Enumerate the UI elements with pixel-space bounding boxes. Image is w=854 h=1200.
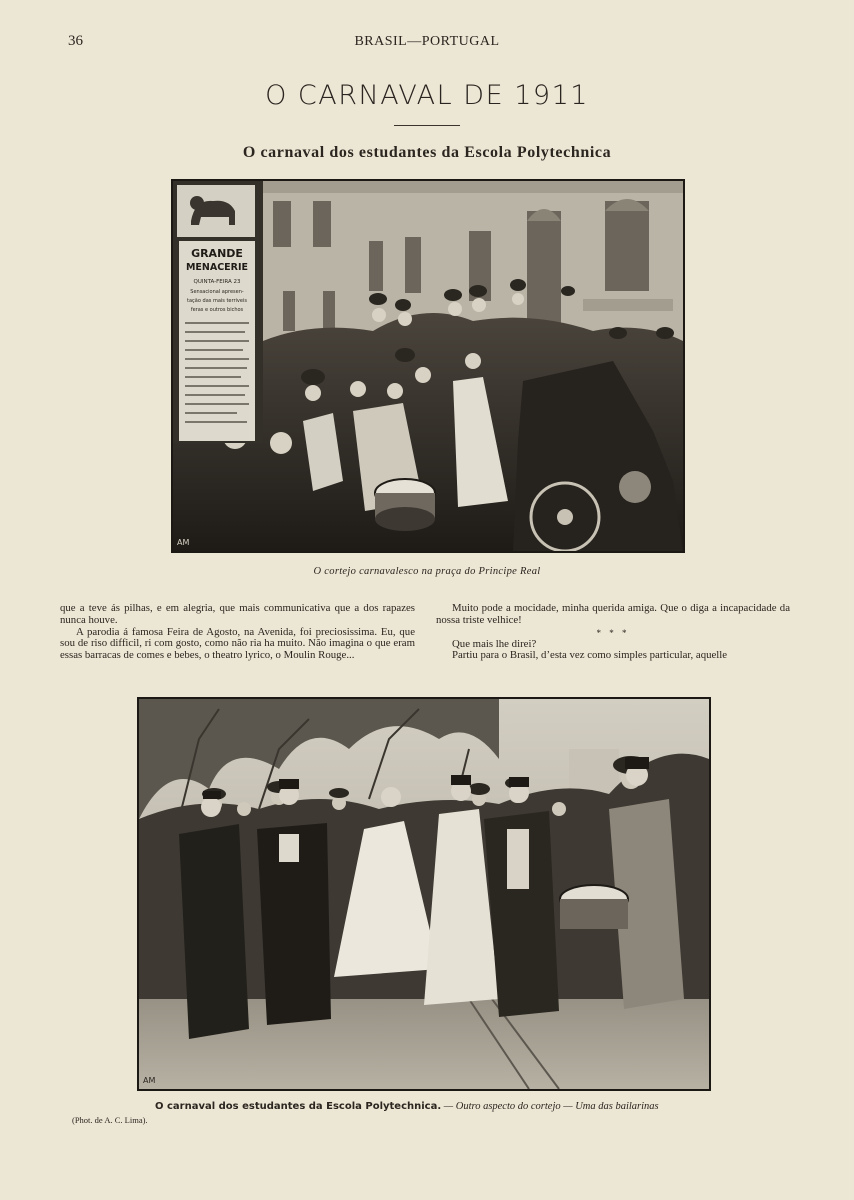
article-subtitle: O carnaval dos estudantes da Escola Polytechnica (242, 144, 612, 161)
poster-line-3: tação das mais terriveis (187, 298, 247, 304)
paragraph: Partiu para o Brasil, d’esta vez como simples particular, aquelle (452, 649, 728, 662)
poster-heading-1: GRANDE (191, 247, 243, 260)
photo-carnival-procession (171, 179, 685, 553)
paragraph: Muito pode a mocidade, minha querida amiga. Que o diga a incapacidade da nossa triste velhice! (436, 602, 790, 626)
text-column-right (436, 603, 790, 662)
title-rule (394, 125, 460, 126)
caption-top-photo: O cortejo carnavalesco na praça do Principe Real (313, 566, 541, 577)
poster-heading-2: MENACERIE (185, 262, 249, 273)
poster-line-4: feras e outros bichos (190, 307, 244, 313)
text-column-left (60, 603, 415, 662)
article-title: O CARNAVAL DE 1911 (265, 80, 589, 111)
paragraph: Que mais lhe direi? (452, 637, 537, 650)
photo-dancers-image (139, 699, 709, 1089)
running-title: BRASIL—PORTUGAL (354, 34, 500, 49)
photo-procession-image (173, 181, 683, 551)
poster-line-2: Sensacional apresen- (190, 289, 244, 295)
paragraph: A parodia á famosa Feira de Agosto, na Avenida, foi preciosissima. Eu, que sou de riso difficil, ri com gosto, como não ria ha muito. Não imagina o que eram essas barracas de comes e bebes, o theatro lyrico, o Moulin Rouge... (60, 625, 415, 662)
paragraph: que a teve ás pilhas, e em alegria, que mais communicativa que a dos rapazes nunca houve. (60, 602, 415, 626)
caption-bottom-photo (155, 1101, 715, 1112)
photo-credit: (Phot. de A. C. Lima). (72, 1115, 148, 1125)
caption-bottom-detail: — Outro aspecto do cortejo — Uma das bailarinas (441, 1101, 659, 1112)
page-number: 36 (68, 33, 83, 49)
photo-monogram-top: AM (177, 538, 190, 547)
photo-monogram-bottom: AM (143, 1076, 156, 1085)
poster-line-1: QUINTA-FEIRA 23 (193, 279, 241, 285)
photo-dancers-procession (137, 697, 711, 1091)
section-ornament: * * * (596, 627, 630, 638)
caption-bottom-title: O carnaval dos estudantes da Escola Polytechnica. (155, 1101, 442, 1112)
